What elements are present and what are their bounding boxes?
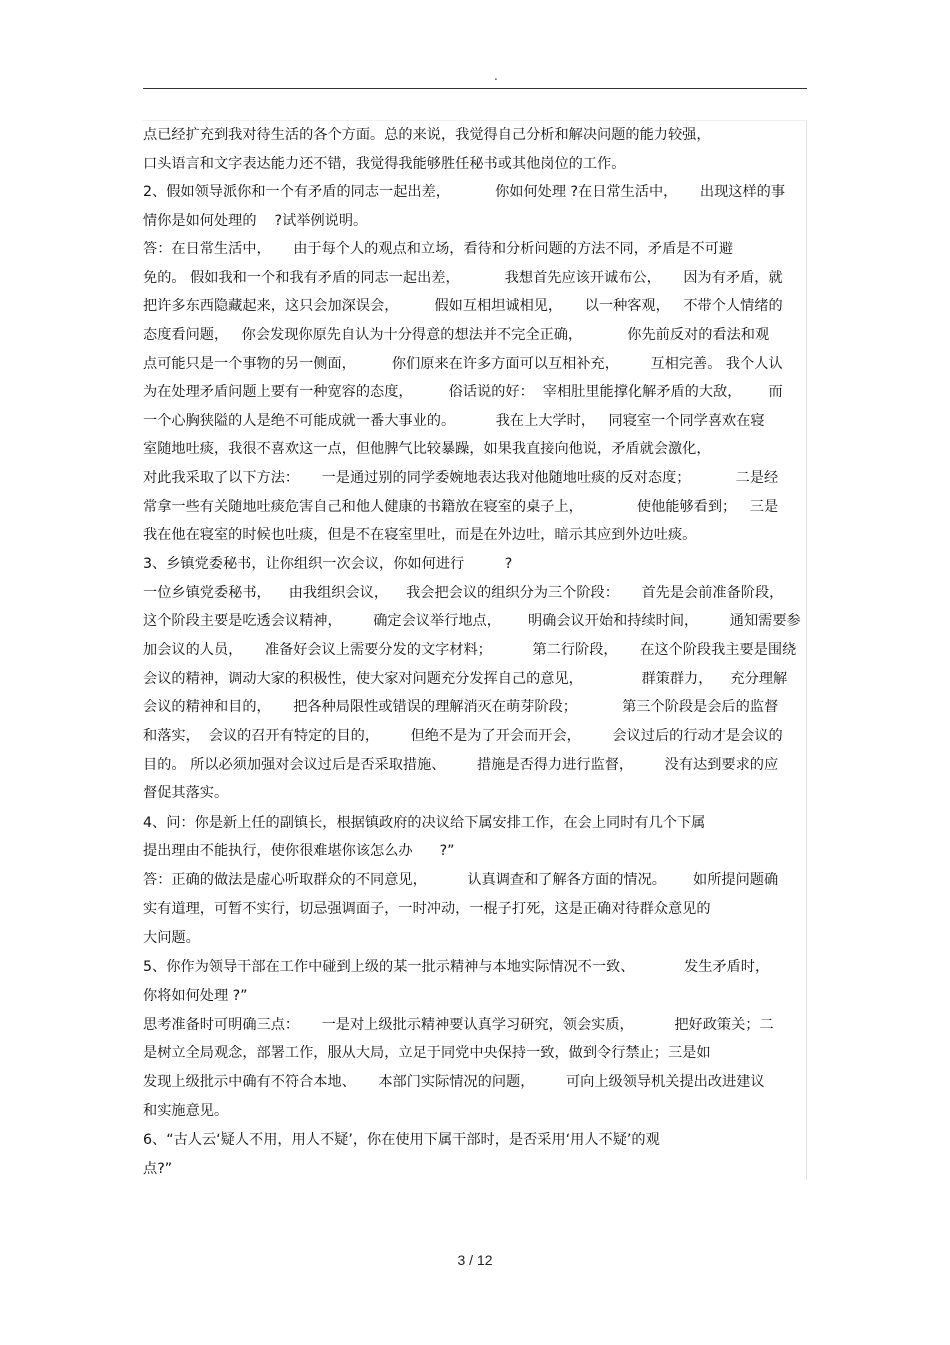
text-line: 为在处理矛盾问题上要有一种宽容的态度， 俗话说的好： 宰相肚里能撑化解矛盾的大敌， 而 [143, 384, 783, 400]
text-line: 室随地吐痰，我很不喜欢这一点，但他脾气比较暴躁，如果我直接向他说，矛盾就会激化， [143, 441, 711, 457]
text-line: 督促其落实。 [143, 785, 229, 801]
text-line: 这个阶段主要是吃透会议精神， 确定会议举行地点， 明确会议开始和持续时间， 通知需要参 [143, 613, 801, 629]
text-line: 你将如何处理 ?” [143, 988, 248, 1004]
text-line: 6、“古人云‘疑人不用，用人不疑’，你在使用下属干部时，是否采用‘用人不疑’的观 [143, 1132, 660, 1148]
text-line: 点可能只是一个事物的另一侧面， 你们原来在许多方面可以互相补充， 互相完善。 我个人认 [143, 356, 783, 372]
text-line: 3、乡镇党委秘书，让你组织一次会议，你如何进行 ? [143, 556, 513, 572]
text-line: 5、你作为领导干部在工作中碰到上级的某一批示精神与本地实际情况不一致、 发生矛盾时， [143, 959, 770, 975]
text-line: 一位乡镇党委秘书， 由我组织会议， 我会把会议的组织分为三个阶段： 首先是会前准备阶段， [143, 585, 784, 601]
text-line: 发现上级批示中确有不符合本地、 本部门实际情况的问题， 可向上级领导机关提出改进建议 [143, 1074, 765, 1090]
text-line: 会议的精神和目的， 把各种局限性或错误的理解消灭在萌芽阶段； 第三个阶段是会后的监督 [143, 699, 779, 715]
text-line: 和实施意见。 [143, 1103, 229, 1119]
text-line: 2、假如领导派你和一个有矛盾的同志一起出差， 你如何处理 ?在日常生活中， 出现这样的事 [143, 184, 786, 200]
text-line: 目的。 所以必须加强对会议过后是否采取措施、 措施是否得力进行监督， 没有达到要求的应 [143, 757, 779, 773]
text-line: 口头语言和文字表达能力还不错，我觉得我能够胜任秘书或其他岗位的工作。 [143, 156, 626, 172]
text-line: 我在他在寝室的时候也吐痰，但是不在寝室里吐，而是在外边吐，暗示其应到外边吐痰。 [143, 527, 697, 543]
document-body [143, 120, 807, 1180]
text-line: 大问题。 [143, 930, 200, 946]
text-line: 会议的精神，调动大家的积极性，使大家对问题充分发挥自己的意见， 群策群力， 充分理解 [143, 671, 788, 687]
header-divider [143, 88, 807, 89]
text-line: 答：在日常生活中， 由于每个人的观点和立场，看待和分析问题的方法不同，矛盾是不可避 [143, 241, 734, 257]
text-line: 点?” [143, 1161, 173, 1177]
text-line: 4、问：你是新上任的副镇长，根据镇政府的决议给下属安排工作，在会上同时有几个下属 [143, 815, 706, 831]
page-number: 3 / 12 [457, 1252, 493, 1268]
text-line: 常拿一些有关随地吐痰危害自己和他人健康的书籍放在寝室的桌子上， 使他能够看到； 三是 [143, 499, 779, 515]
text-line: 一个心胸狭隘的人是绝不可能成就一番大事业的。 我在上大学时， 同寝室一个同学喜欢在寝 [143, 413, 765, 429]
text-line: 把许多东西隐藏起来，这只会加深误会， 假如互相坦诚相见， 以一种客观， 不带个人情绪的 [143, 298, 783, 314]
header-mark: . [494, 69, 498, 83]
text-line: 对此我采取了以下方法： 一是通过别的同学委婉地表达我对他随地吐痰的反对态度； 二是经 [143, 470, 779, 486]
text-line: 态度看问题， 你会发现你原先自认为十分得意的想法并不完全正确， 你先前反对的看法和观 [143, 327, 770, 343]
text-line: 答：正确的做法是虚心听取群众的不同意见， 认真调查和了解各方面的情况。 如所提问题确 [143, 872, 779, 888]
text-line: 免的。 假如我和一个和我有矛盾的同志一起出差， 我想首先应该开诚布公， 因为有矛盾，就 [143, 270, 783, 286]
text-line: 情你是如何处理的 ?试举例说明。 [143, 213, 368, 229]
text-line: 点已经扩充到我对待生活的各个方面。总的来说，我觉得自己分析和解决问题的能力较强， [143, 127, 711, 143]
text-line: 提出理由不能执行，使你很难堪你该怎么办 ?” [143, 843, 455, 859]
text-line: 实有道理，可暂不实行，切忌强调面子，一时冲动，一棍子打死，这是正确对待群众意见的 [143, 901, 711, 917]
text-line: 加会议的人员， 准备好会议上需要分发的文字材料； 第二行阶段， 在这个阶段我主要是围绕 [143, 642, 797, 658]
text-line: 和落实， 会议的召开有特定的目的， 但绝不是为了开会而开会， 会议过后的行动才是会议的 [143, 728, 783, 744]
text-line: 思考准备时可明确三点： 一是对上级批示精神要认真学习研究，领会实质， 把好政策关；二 [143, 1017, 774, 1033]
text-line: 是树立全局观念，部署工作，服从大局，立足于同党中央保持一致，做到令行禁止；三是如 [143, 1045, 711, 1061]
